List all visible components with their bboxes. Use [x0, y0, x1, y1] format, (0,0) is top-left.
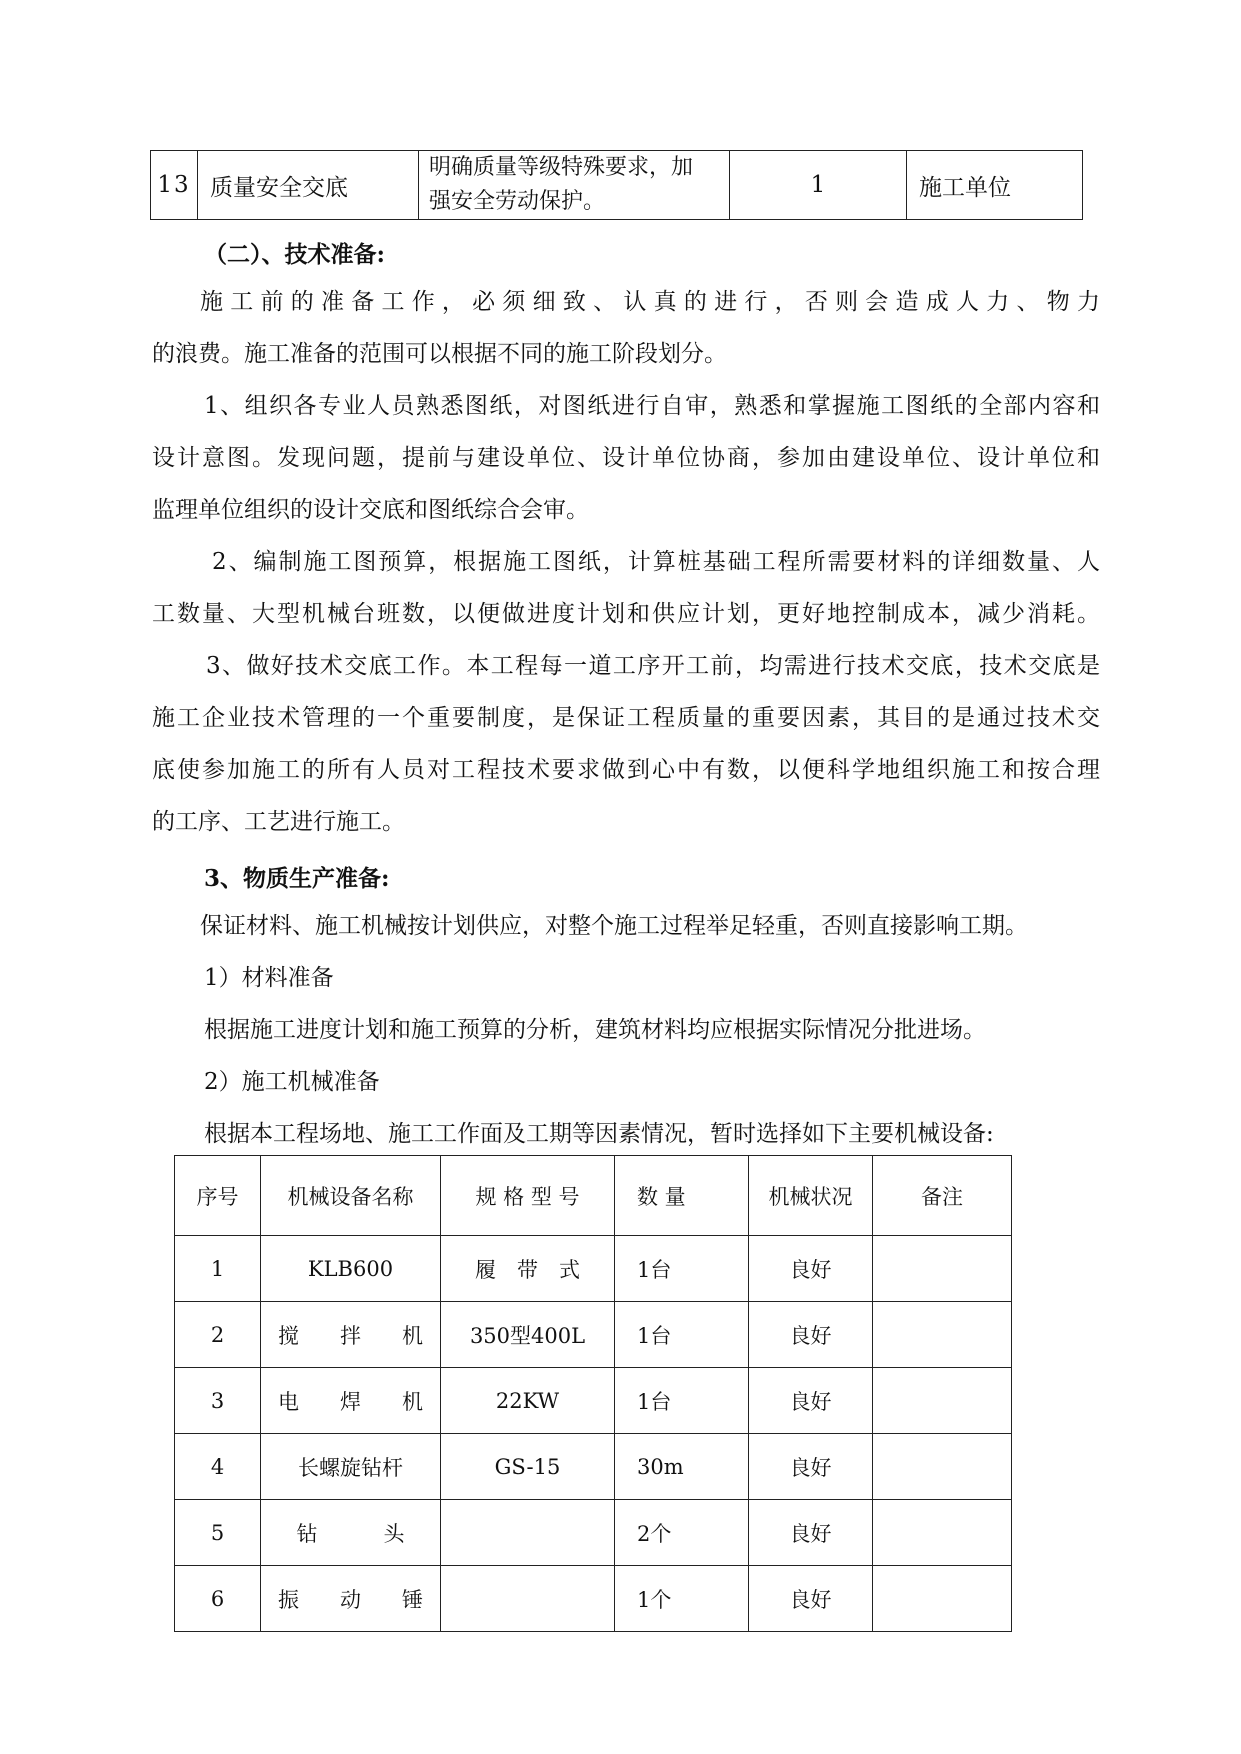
cell-note — [873, 1236, 1012, 1302]
cell-qty: 1台 — [615, 1236, 749, 1302]
cell-no: 1 — [175, 1236, 261, 1302]
cell-note — [873, 1368, 1012, 1434]
cell-qty: 1台 — [615, 1302, 749, 1368]
header-cell: 序号 — [175, 1156, 261, 1236]
cell-spec — [441, 1500, 615, 1566]
cell-spec: 22KW — [441, 1368, 615, 1434]
cell-name: 搅拌机 — [261, 1302, 441, 1368]
header-cell: 机械状况 — [749, 1156, 873, 1236]
paragraph-line: 工数量、大型机械台班数，以便做进度计划和供应计划，更好地控制成本，减少消耗。 — [152, 601, 1100, 627]
cell-name: 振动锤 — [261, 1566, 441, 1632]
table-header-row — [175, 1156, 1012, 1236]
subsection-title: 1）材料准备 — [204, 965, 334, 991]
table-row — [175, 1566, 1012, 1632]
paragraph-line: 2、编制施工图预算，根据施工图纸，计算桩基础工程所需要材料的详细数量、人 — [212, 549, 1100, 575]
table-row — [175, 1236, 1012, 1302]
cell-note — [873, 1302, 1012, 1368]
table-row — [175, 1434, 1012, 1500]
cell-name: 长螺旋钻杆 — [261, 1434, 441, 1500]
paragraph-line: 监理单位组织的设计交底和图纸综合会审。 — [152, 497, 589, 523]
table-row — [175, 1302, 1012, 1368]
cell-qty: 1个 — [615, 1566, 749, 1632]
cell-note — [873, 1566, 1012, 1632]
cell-note — [873, 1500, 1012, 1566]
header-cell: 数 量 — [615, 1156, 749, 1236]
paragraph-line: 的工序、工艺进行施工。 — [152, 809, 405, 835]
cell-status: 良好 — [749, 1236, 873, 1302]
paragraph-line: 根据施工进度计划和施工预算的分析，建筑材料均应根据实际情况分批进场。 — [204, 1017, 986, 1043]
cell-status: 良好 — [749, 1500, 873, 1566]
item-quantity: 1 — [730, 151, 907, 220]
table-row — [151, 151, 1083, 220]
paragraph-line: 施工企业技术管理的一个重要制度，是保证工程质量的重要因素，其目的是通过技术交 — [152, 705, 1100, 731]
cell-spec — [441, 1566, 615, 1632]
cell-note — [873, 1434, 1012, 1500]
paragraph-line: 设计意图。发现问题，提前与建设单位、设计单位协商，参加由建设单位、设计单位和 — [152, 445, 1100, 471]
cell-qty: 2个 — [615, 1500, 749, 1566]
cell-status: 良好 — [749, 1368, 873, 1434]
subsection-title: 2）施工机械准备 — [204, 1069, 380, 1095]
table-row — [175, 1368, 1012, 1434]
cell-name: 电焊机 — [261, 1368, 441, 1434]
header-cell: 规 格 型 号 — [441, 1156, 615, 1236]
paragraph-line: 保证材料、施工机械按计划供应，对整个施工过程举足轻重，否则直接影响工期。 — [200, 913, 1028, 939]
item-name: 质量安全交底 — [198, 151, 419, 220]
header-cell: 备注 — [873, 1156, 1012, 1236]
paragraph-line: 3、做好技术交底工作。本工程每一道工序开工前，均需进行技术交底，技术交底是 — [206, 653, 1100, 679]
cell-qty: 1台 — [615, 1368, 749, 1434]
paragraph-line: 的浪费。施工准备的范围可以根据不同的施工阶段划分。 — [152, 341, 727, 367]
item-responsible: 施工单位 — [907, 151, 1083, 220]
cell-no: 3 — [175, 1368, 261, 1434]
cell-no: 5 — [175, 1500, 261, 1566]
cell-status: 良好 — [749, 1434, 873, 1500]
cell-no: 4 — [175, 1434, 261, 1500]
cell-status: 良好 — [749, 1302, 873, 1368]
cell-status: 良好 — [749, 1566, 873, 1632]
cell-spec: GS-15 — [441, 1434, 615, 1500]
continuation-table — [150, 150, 1083, 220]
paragraph-line: 根据本工程场地、施工工作面及工期等因素情况，暂时选择如下主要机械设备: — [204, 1121, 994, 1147]
equipment-table — [174, 1155, 1012, 1632]
paragraph-line: 施工前的准备工作，必须细致、认真的进行，否则会造成人力、物力 — [200, 289, 1100, 315]
cell-no: 2 — [175, 1302, 261, 1368]
header-cell: 机械设备名称 — [261, 1156, 441, 1236]
cell-spec: 履 带 式 — [441, 1236, 615, 1302]
table-row — [175, 1500, 1012, 1566]
row-number: 13 — [151, 151, 198, 220]
section-heading-tech: （二）、技术准备: — [204, 241, 385, 268]
cell-spec: 350型400L — [441, 1302, 615, 1368]
paragraph-line: 底使参加施工的所有人员对工程技术要求做到心中有数，以便科学地组织施工和按合理 — [152, 757, 1100, 783]
cell-name: 钻头 — [261, 1500, 441, 1566]
item-content: 明确质量等级特殊要求，加 强安全劳动保护。 — [419, 151, 730, 220]
paragraph-line: 1、组织各专业人员熟悉图纸，对图纸进行自审，熟悉和掌握施工图纸的全部内容和 — [204, 393, 1100, 419]
cell-qty: 30m — [615, 1434, 749, 1500]
cell-no: 6 — [175, 1566, 261, 1632]
section-heading-material: 3、物质生产准备: — [204, 865, 390, 892]
cell-name: KLB600 — [261, 1236, 441, 1302]
